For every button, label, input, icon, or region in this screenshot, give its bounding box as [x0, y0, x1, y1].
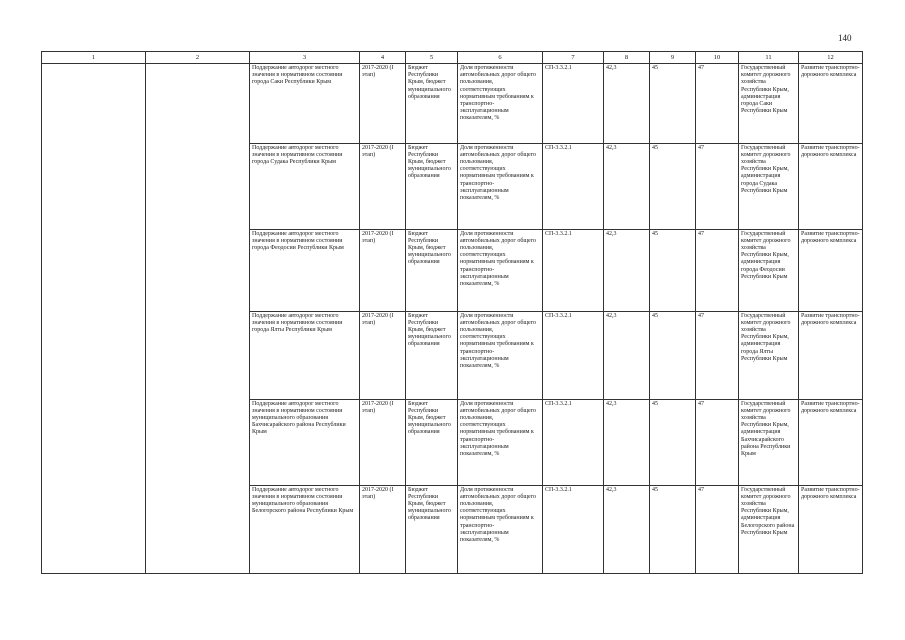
executor-cell: Государственный комитет дорожного хозяйства Республики Крым, администрация города Ялты Республики Крым — [739, 311, 799, 399]
program-cell: Развитие транспортно-дорожного комплекса — [799, 64, 863, 144]
empty-cell — [42, 229, 146, 311]
indicator-cell: Доля протяженности автомобильных дорог общего пользования, соответствующих нормативным требованиям к транспортно-эксплуатационным показателям, % — [458, 399, 543, 485]
empty-cell — [42, 485, 146, 574]
empty-cell — [42, 311, 146, 399]
indicator-cell: Доля протяженности автомобильных дорог общего пользования, соответствующих нормативным требованиям к транспортно-эксплуатационным показателям, % — [458, 229, 543, 311]
funding-source-cell: Бюджет Республики Крым, бюджет муниципального образования — [406, 64, 458, 144]
table-row — [42, 485, 863, 574]
empty-cell — [146, 485, 250, 574]
period-cell: 2017-2020 (I этап) — [360, 229, 406, 311]
header-cell: 12 — [799, 52, 863, 64]
funding-source-cell: Бюджет Республики Крым, бюджет муниципального образования — [406, 485, 458, 574]
header-cell: 10 — [696, 52, 739, 64]
value-cell: 42,3 — [604, 64, 650, 144]
empty-cell — [42, 143, 146, 229]
value-cell: 45 — [650, 64, 696, 144]
value-cell: 45 — [650, 229, 696, 311]
program-cell: Развитие транспортно-дорожного комплекса — [799, 399, 863, 485]
value-cell: 47 — [696, 64, 739, 144]
period-cell: 2017-2020 (I этап) — [360, 64, 406, 144]
indicator-code-cell: СП-3.3.2.1 — [543, 311, 604, 399]
indicator-cell: Доля протяженности автомобильных дорог общего пользования, соответствующих нормативным требованиям к транспортно-эксплуатационным показателям, % — [458, 311, 543, 399]
period-cell: 2017-2020 (I этап) — [360, 399, 406, 485]
funding-source-cell: Бюджет Республики Крым, бюджет муниципального образования — [406, 399, 458, 485]
empty-cell — [42, 64, 146, 144]
value-cell: 42,3 — [604, 229, 650, 311]
funding-source-cell: Бюджет Республики Крым, бюджет муниципального образования — [406, 229, 458, 311]
header-cell: 8 — [604, 52, 650, 64]
program-cell: Развитие транспортно-дорожного комплекса — [799, 229, 863, 311]
event-cell: Поддержание автодорог местного значения в нормативном состоянии города Феодосии Республики Крым — [250, 229, 360, 311]
funding-source-cell: Бюджет Республики Крым, бюджет муниципального образования — [406, 311, 458, 399]
table-row — [42, 311, 863, 399]
indicator-code-cell: СП-3.3.2.1 — [543, 229, 604, 311]
executor-cell: Государственный комитет дорожного хозяйства Республики Крым, администрация Белогорского района Республики Крым — [739, 485, 799, 574]
program-table — [41, 51, 863, 574]
event-cell: Поддержание автодорог местного значения в нормативном состоянии города Саки Республики Крым — [250, 64, 360, 144]
value-cell: 45 — [650, 485, 696, 574]
table-row — [42, 143, 863, 229]
header-cell: 9 — [650, 52, 696, 64]
empty-cell — [42, 399, 146, 485]
value-cell: 42,3 — [604, 399, 650, 485]
header-cell: 4 — [360, 52, 406, 64]
table-row — [42, 399, 863, 485]
header-cell: 3 — [250, 52, 360, 64]
value-cell: 45 — [650, 311, 696, 399]
indicator-code-cell: СП-3.3.2.1 — [543, 143, 604, 229]
indicator-cell: Доля протяженности автомобильных дорог общего пользования, соответствующих нормативным требованиям к транспортно-эксплуатационным показателям, % — [458, 143, 543, 229]
indicator-code-cell: СП-3.3.2.1 — [543, 64, 604, 144]
value-cell: 47 — [696, 229, 739, 311]
empty-cell — [146, 143, 250, 229]
page-number: 140 — [838, 33, 852, 43]
header-cell: 11 — [739, 52, 799, 64]
value-cell: 47 — [696, 485, 739, 574]
program-cell: Развитие транспортно-дорожного комплекса — [799, 143, 863, 229]
value-cell: 45 — [650, 143, 696, 229]
event-cell: Поддержание автодорог местного значения в нормативном состоянии города Ялты Республики Крым — [250, 311, 360, 399]
empty-cell — [146, 399, 250, 485]
indicator-cell: Доля протяженности автомобильных дорог общего пользования, соответствующих нормативным требованиям к транспортно-эксплуатационным показателям, % — [458, 485, 543, 574]
event-cell: Поддержание автодорог местного значения в нормативном состоянии города Судака Республики Крым — [250, 143, 360, 229]
executor-cell: Государственный комитет дорожного хозяйства Республики Крым, администрация города Судака Республики Крым — [739, 143, 799, 229]
value-cell: 42,3 — [604, 311, 650, 399]
program-cell: Развитие транспортно-дорожного комплекса — [799, 485, 863, 574]
value-cell: 42,3 — [604, 143, 650, 229]
program-cell: Развитие транспортно-дорожного комплекса — [799, 311, 863, 399]
executor-cell: Государственный комитет дорожного хозяйства Республики Крым, администрация города Феодосии Республики Крым — [739, 229, 799, 311]
header-cell: 6 — [458, 52, 543, 64]
period-cell: 2017-2020 (I этап) — [360, 311, 406, 399]
empty-cell — [146, 311, 250, 399]
header-cell: 5 — [406, 52, 458, 64]
executor-cell: Государственный комитет дорожного хозяйства Республики Крым, администрация города Саки Республики Крым — [739, 64, 799, 144]
value-cell: 45 — [650, 399, 696, 485]
header-cell: 7 — [543, 52, 604, 64]
table-header-row — [42, 52, 863, 64]
period-cell: 2017-2020 (I этап) — [360, 143, 406, 229]
indicator-code-cell: СП-3.3.2.1 — [543, 485, 604, 574]
event-cell: Поддержание автодорог местного значения в нормативном состоянии муниципального образования Белогорского района Республики Крым — [250, 485, 360, 574]
value-cell: 47 — [696, 311, 739, 399]
indicator-code-cell: СП-3.3.2.1 — [543, 399, 604, 485]
empty-cell — [146, 64, 250, 144]
value-cell: 47 — [696, 143, 739, 229]
indicator-cell: Доля протяженности автомобильных дорог общего пользования, соответствующих нормативным требованиям к транспортно-эксплуатационным показателям, % — [458, 64, 543, 144]
header-cell: 2 — [146, 52, 250, 64]
funding-source-cell: Бюджет Республики Крым, бюджет муниципального образования — [406, 143, 458, 229]
event-cell: Поддержание автодорог местного значения в нормативном состоянии муниципального образования Бахчисарайского района Республики Крым — [250, 399, 360, 485]
value-cell: 42,3 — [604, 485, 650, 574]
executor-cell: Государственный комитет дорожного хозяйства Республики Крым, администрация Бахчисарайского района Республики Крым — [739, 399, 799, 485]
header-cell: 1 — [42, 52, 146, 64]
period-cell: 2017-2020 (I этап) — [360, 485, 406, 574]
value-cell: 47 — [696, 399, 739, 485]
empty-cell — [146, 229, 250, 311]
table-row — [42, 229, 863, 311]
table-row — [42, 64, 863, 144]
